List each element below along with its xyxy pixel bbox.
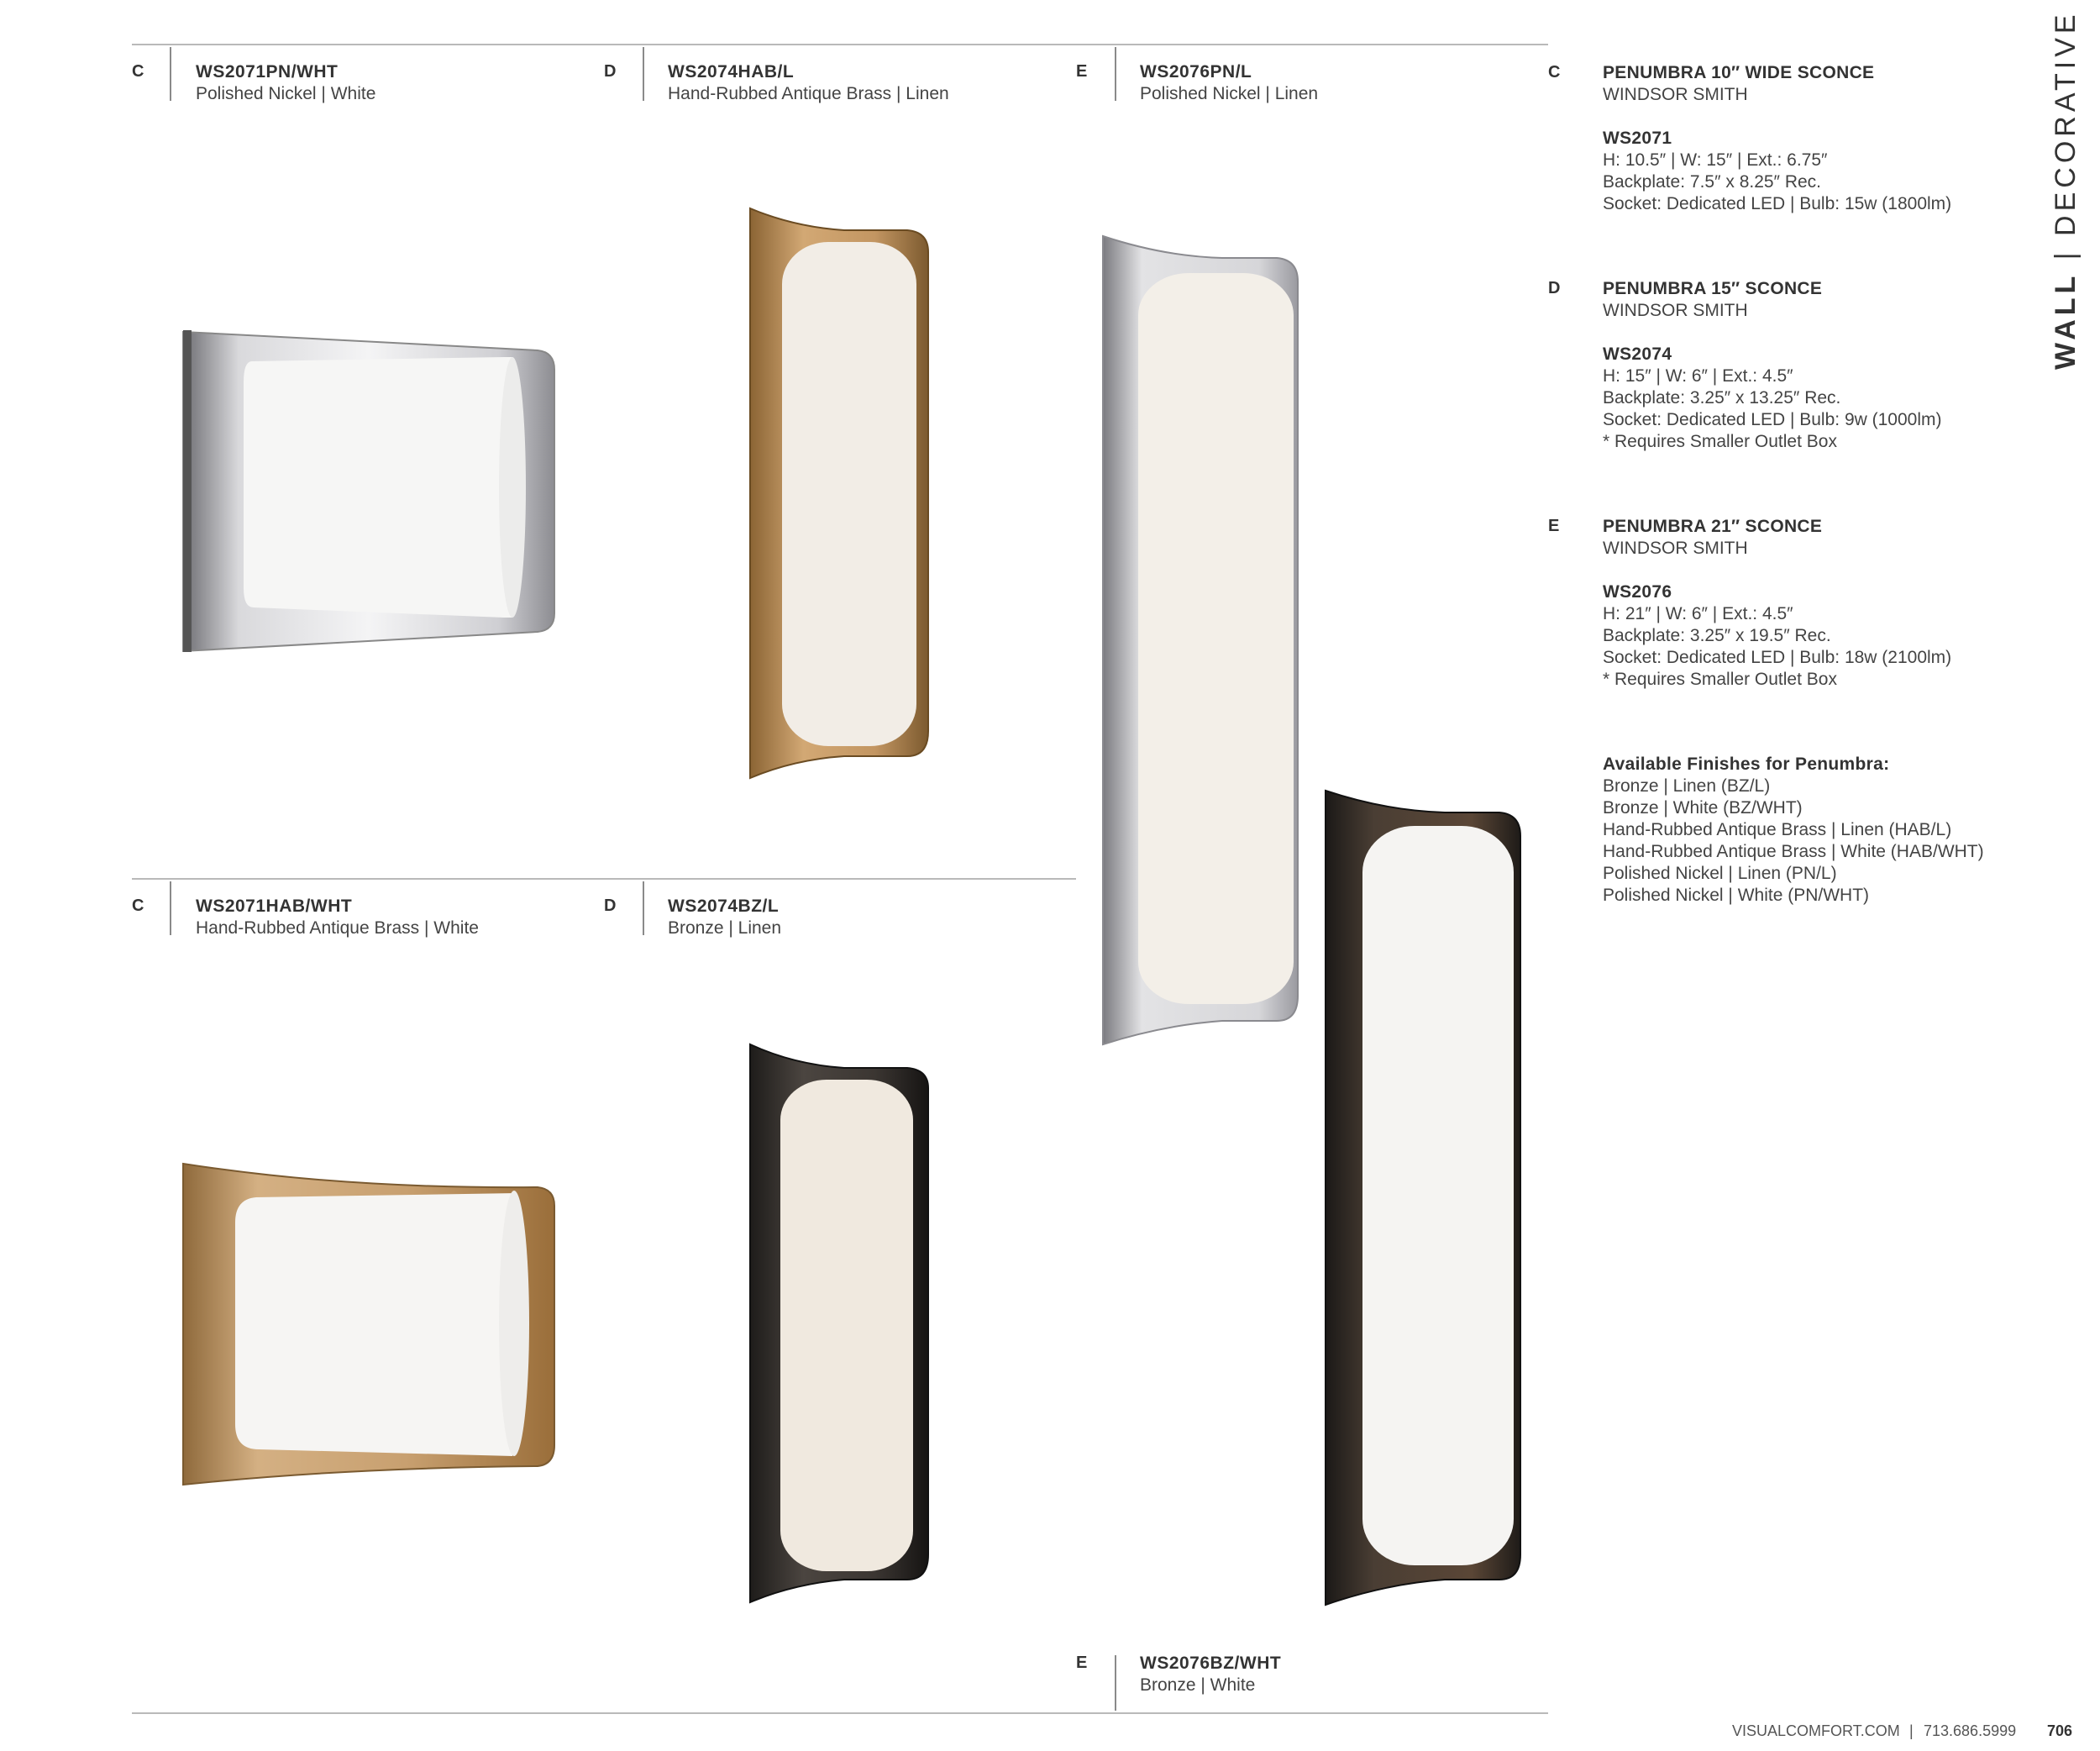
spec-designer-c: WINDSOR SMITH xyxy=(1603,85,1748,104)
finish-item: Polished Nickel | White (PN/WHT) xyxy=(1603,886,1870,905)
product-finish-d1: Hand-Rubbed Antique Brass | Linen xyxy=(668,84,949,103)
spec-line: * Requires Smaller Outlet Box xyxy=(1603,670,1837,689)
spec-line: * Requires Smaller Outlet Box xyxy=(1603,432,1837,451)
spec-line: H: 21″ | W: 6″ | Ext.: 4.5″ xyxy=(1603,604,1793,623)
bottom-rule xyxy=(132,1712,1548,1714)
product-image-ws2076bz-wht xyxy=(1319,786,1529,1613)
top-rule xyxy=(132,44,1548,45)
spec-model-c: WS2071 xyxy=(1603,129,1672,148)
product-divider xyxy=(170,881,171,935)
finish-item: Bronze | White (BZ/WHT) xyxy=(1603,798,1803,818)
product-finish-e1: Polished Nickel | Linen xyxy=(1140,84,1319,103)
product-letter-e2: E xyxy=(1076,1654,1088,1672)
footer-site: VISUALCOMFORT.COM xyxy=(1732,1722,1900,1739)
spec-line: Backplate: 7.5″ x 8.25″ Rec. xyxy=(1603,172,1822,192)
finishes-title: Available Finishes for Penumbra: xyxy=(1603,755,1890,774)
product-finish-e2: Bronze | White xyxy=(1140,1675,1256,1695)
spec-line: Backplate: 3.25″ x 19.5″ Rec. xyxy=(1603,626,1831,645)
product-letter-c1: C xyxy=(132,62,144,81)
product-divider xyxy=(643,47,644,101)
product-code-c2: WS2071HAB/WHT xyxy=(196,897,353,916)
footer-page-number: 706 xyxy=(2047,1722,2073,1739)
product-code-e2: WS2076BZ/WHT xyxy=(1140,1654,1282,1673)
product-finish-c2: Hand-Rubbed Antique Brass | White xyxy=(196,918,479,938)
product-image-ws2071hab-wht xyxy=(176,1155,563,1491)
product-letter-c2: C xyxy=(132,897,144,915)
spec-designer-d: WINDSOR SMITH xyxy=(1603,301,1748,320)
spec-line: Socket: Dedicated LED | Bulb: 9w (1000lm) xyxy=(1603,410,1942,429)
spec-line: H: 15″ | W: 6″ | Ext.: 4.5″ xyxy=(1603,366,1793,386)
spec-line: Backplate: 3.25″ x 13.25″ Rec. xyxy=(1603,388,1841,408)
spec-title-d: PENUMBRA 15″ SCONCE xyxy=(1603,279,1823,298)
product-divider xyxy=(643,881,644,935)
product-letter-e1: E xyxy=(1076,62,1088,81)
product-image-ws2071pn-wht xyxy=(176,323,563,655)
side-tab-category xyxy=(2050,10,2082,370)
product-code-d2: WS2074BZ/L xyxy=(668,897,780,916)
product-finish-c1: Polished Nickel | White xyxy=(196,84,376,103)
product-letter-d1: D xyxy=(604,62,617,81)
footer-separator: | xyxy=(1909,1722,1914,1739)
product-divider xyxy=(1115,1655,1116,1711)
product-image-ws2076pn-l xyxy=(1096,231,1306,1050)
spec-designer-e: WINDSOR SMITH xyxy=(1603,539,1748,558)
finish-item: Polished Nickel | Linen (PN/L) xyxy=(1603,864,1837,883)
spec-line: Socket: Dedicated LED | Bulb: 15w (1800lm) xyxy=(1603,194,1952,213)
middle-rule xyxy=(132,878,1076,880)
product-divider xyxy=(170,47,171,101)
spec-letter-d: D xyxy=(1548,279,1561,297)
product-code-c1: WS2071PN/WHT xyxy=(196,62,339,82)
product-divider xyxy=(1115,47,1116,101)
finish-item: Hand-Rubbed Antique Brass | White (HAB/WHT) xyxy=(1603,842,1984,861)
product-image-ws2074bz-l xyxy=(743,1038,937,1609)
spec-title-c: PENUMBRA 10″ WIDE SCONCE xyxy=(1603,63,1875,82)
product-code-d1: WS2074HAB/L xyxy=(668,62,795,82)
product-image-ws2074hab-l xyxy=(743,202,937,786)
side-tab-bold: WALL xyxy=(2050,271,2082,370)
finish-item: Hand-Rubbed Antique Brass | Linen (HAB/L) xyxy=(1603,820,1952,839)
spec-title-e: PENUMBRA 21″ SCONCE xyxy=(1603,517,1823,536)
spec-letter-e: E xyxy=(1548,517,1560,535)
footer-phone: 713.686.5999 xyxy=(1924,1722,2017,1739)
finish-item: Bronze | Linen (BZ/L) xyxy=(1603,776,1771,796)
spec-line: Socket: Dedicated LED | Bulb: 18w (2100lm) xyxy=(1603,648,1952,667)
spec-model-d: WS2074 xyxy=(1603,344,1672,364)
side-tab-separator: | xyxy=(2050,235,2082,272)
spec-model-e: WS2076 xyxy=(1603,582,1672,602)
product-code-e1: WS2076PN/L xyxy=(1140,62,1252,82)
spec-letter-c: C xyxy=(1548,63,1561,82)
product-finish-d2: Bronze | Linen xyxy=(668,918,782,938)
side-tab-rest: DECORATIVE xyxy=(2050,10,2082,236)
product-letter-d2: D xyxy=(604,897,617,915)
spec-line: H: 10.5″ | W: 15″ | Ext.: 6.75″ xyxy=(1603,150,1828,170)
